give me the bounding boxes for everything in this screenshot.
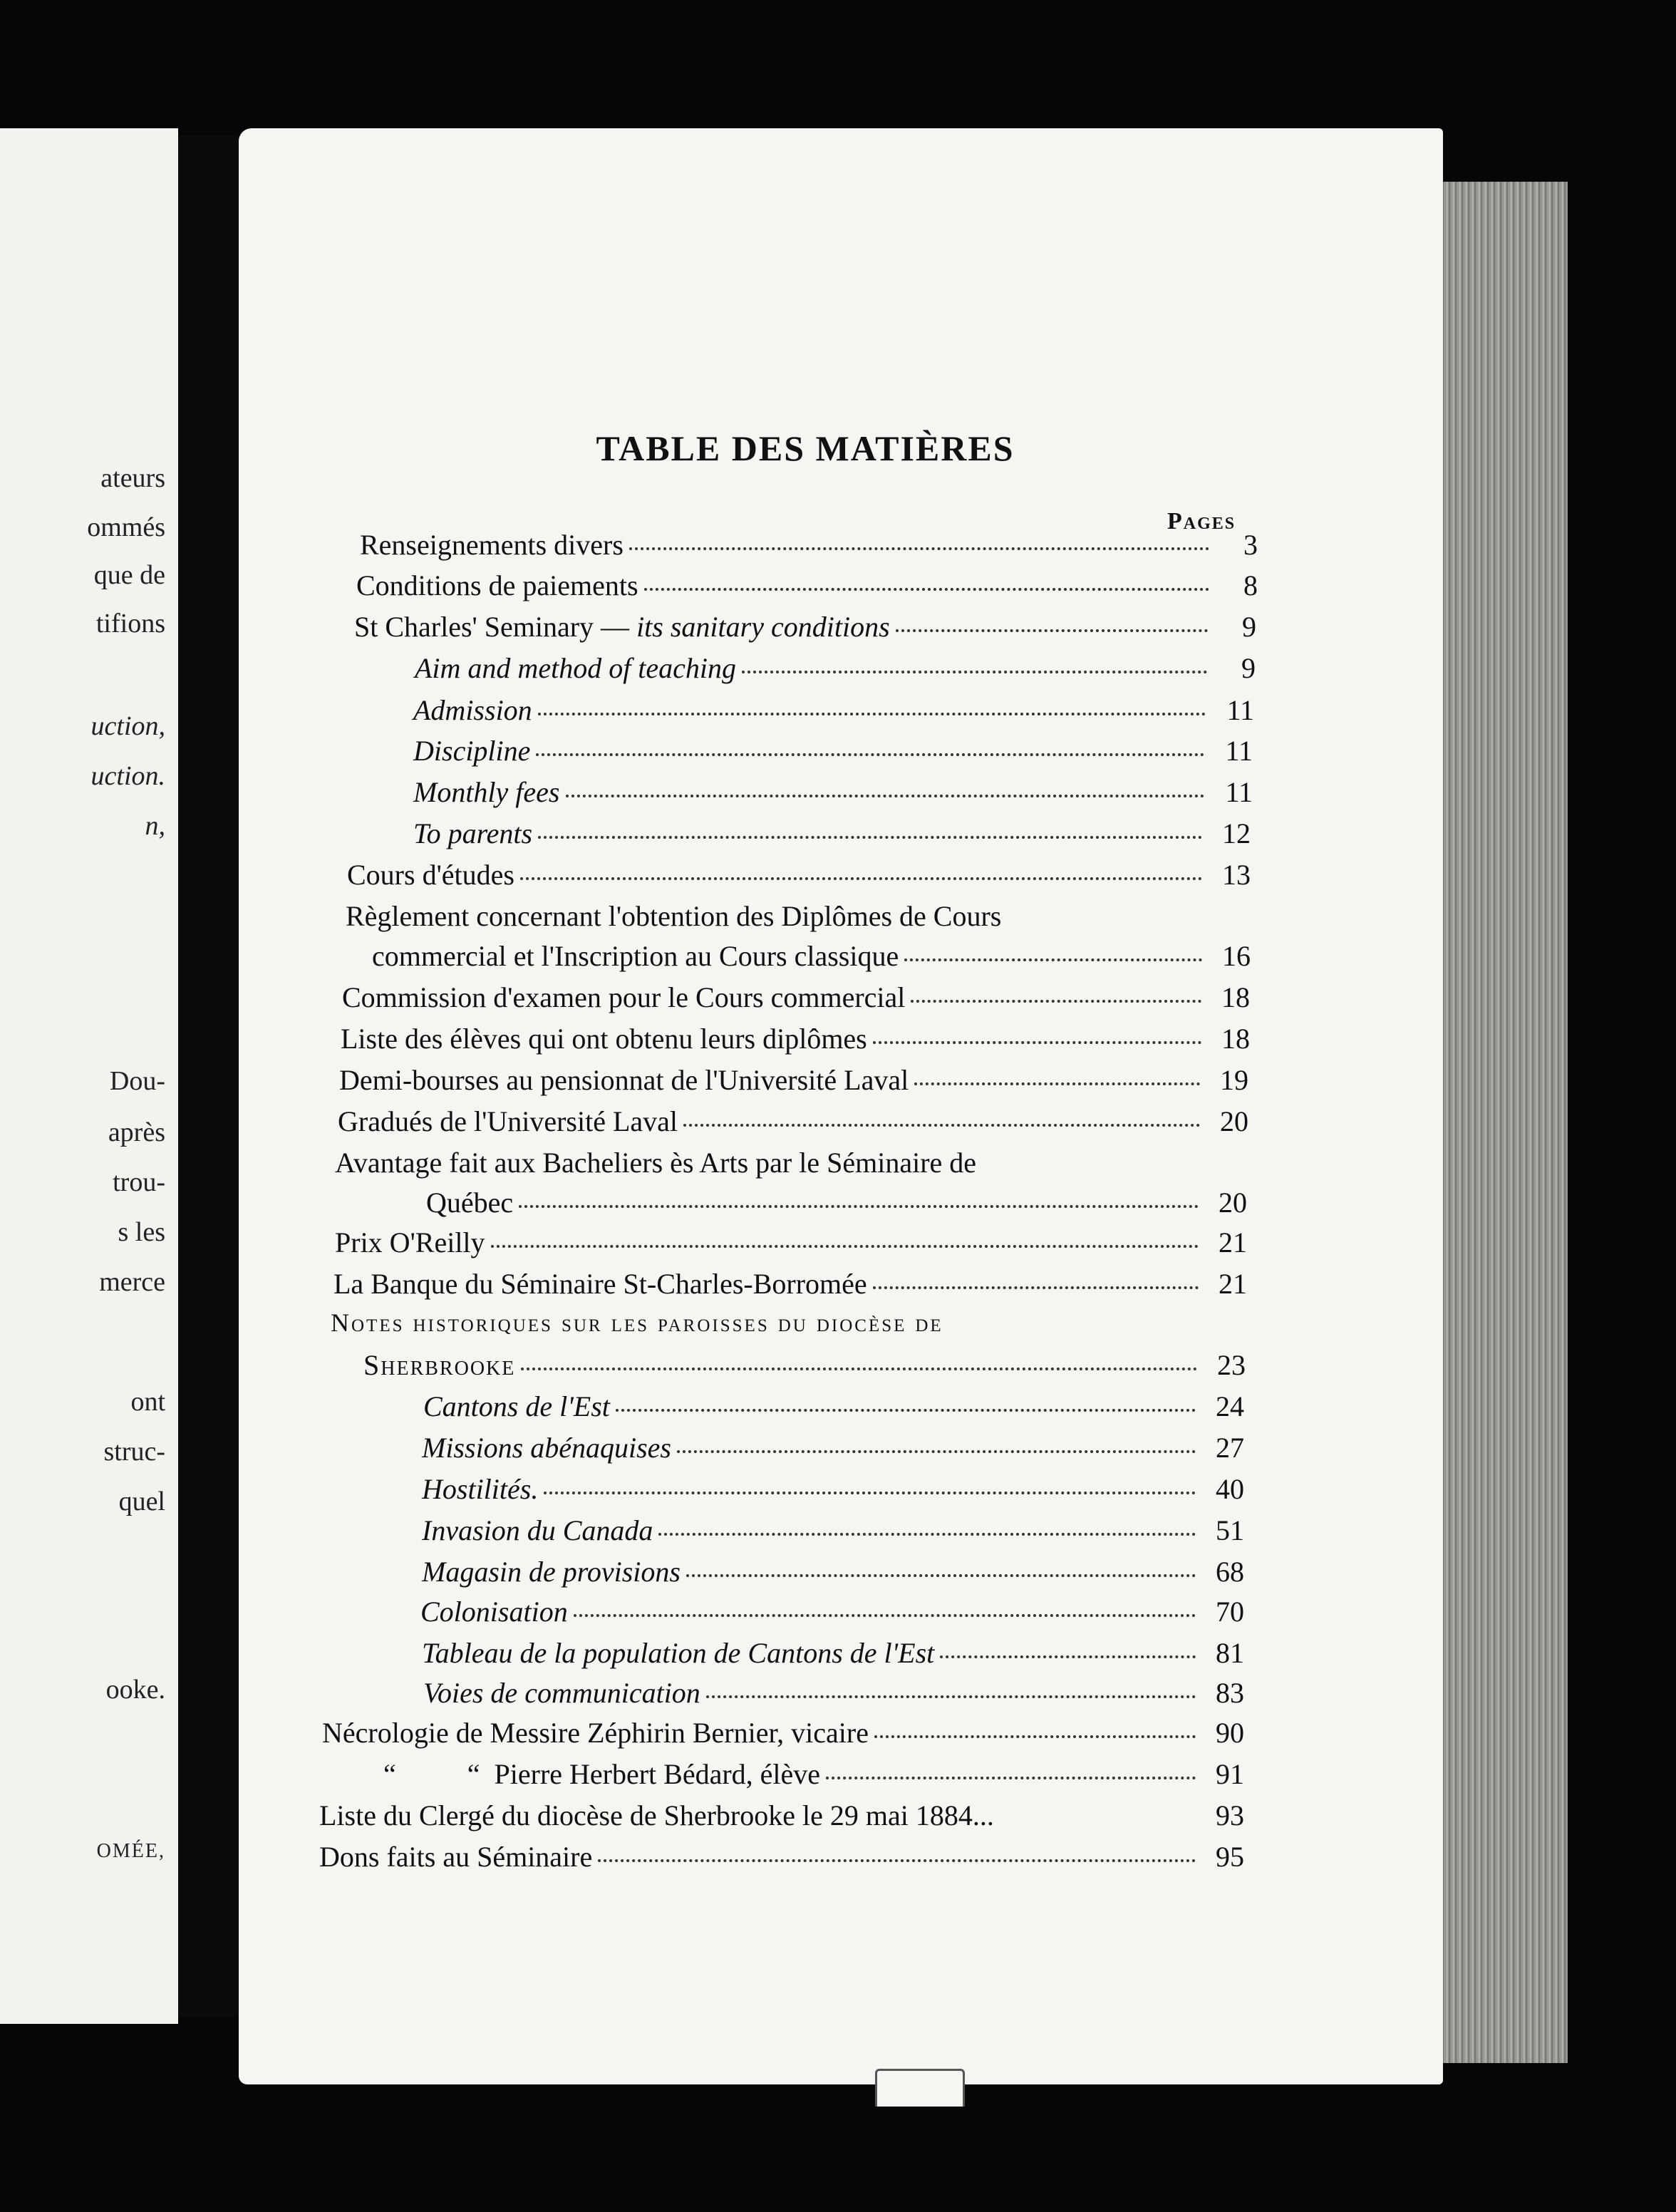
dot-leader xyxy=(574,1614,1196,1617)
dot-leader xyxy=(904,958,1202,961)
toc-entry-title: “ “ Pierre Herbert Bédard, élève xyxy=(383,1758,821,1790)
book-gutter xyxy=(178,135,239,2017)
page-title: TABLE DES MATIÈRES xyxy=(596,428,1015,468)
toc-entry-page: 20 xyxy=(1219,1187,1247,1219)
dot-leader xyxy=(683,1124,1200,1127)
dot-leader xyxy=(658,1533,1196,1536)
toc-entry xyxy=(354,613,1256,641)
left-page-line: uction, xyxy=(90,711,165,741)
toc-entry xyxy=(422,1434,1244,1462)
toc-entry-title: Hostilités. xyxy=(422,1473,539,1505)
dot-leader xyxy=(826,1777,1196,1779)
dot-leader xyxy=(566,795,1205,797)
dot-leader xyxy=(896,629,1208,632)
dot-leader xyxy=(874,1735,1196,1738)
toc-entry-title: commercial et l'Inscription au Cours classique xyxy=(372,940,899,972)
left-page-line: que de xyxy=(93,560,165,590)
toc-entry-page: 16 xyxy=(1222,940,1251,972)
toc-entry-title: Tableau de la population de Cantons de l'Est xyxy=(422,1637,935,1669)
toc-entry xyxy=(372,942,1251,971)
dot-leader xyxy=(538,836,1202,839)
toc-entry-first-line: Avantage fait aux Bacheliers ès Arts par le Séminaire de xyxy=(335,1147,977,1179)
toc-entry-title: Sherbrooke xyxy=(363,1349,516,1381)
toc-entry-page: 18 xyxy=(1221,1023,1250,1055)
toc-entry-page: 9 xyxy=(1242,611,1256,643)
pages-column-header: Pages xyxy=(1167,508,1236,534)
toc-entry-page: 91 xyxy=(1216,1758,1244,1790)
toc-entry-title: Invasion du Canada xyxy=(422,1514,653,1546)
dot-leader xyxy=(914,1082,1200,1085)
toc-entry-title: Discipline xyxy=(413,735,531,767)
toc-entry-title: Voies de communication xyxy=(423,1677,700,1709)
dot-leader xyxy=(677,1450,1196,1453)
toc-entry xyxy=(423,1679,1244,1707)
toc-entry-title: La Banque du Séminaire St-Charles-Borromée xyxy=(333,1268,867,1300)
dot-leader xyxy=(520,877,1202,880)
toc-entry xyxy=(363,1351,1246,1380)
toc-entry-title: Liste du Clergé du diocèse de Sherbrooke le 29 mai 1884... xyxy=(319,1799,994,1831)
left-page-line: ooke. xyxy=(105,1675,165,1705)
toc-entry-title xyxy=(354,613,890,641)
left-page-line: tifions xyxy=(95,609,165,639)
toc-entry-title: Liste des élèves qui ont obtenu leurs diplômes xyxy=(341,1023,867,1055)
dot-leader xyxy=(521,1368,1197,1370)
toc-entry-title: Conditions de paiements xyxy=(356,569,638,601)
page-tab xyxy=(875,2069,965,2107)
toc-entry xyxy=(347,861,1251,889)
dot-leader xyxy=(742,671,1207,673)
toc-entry-page: 11 xyxy=(1225,735,1253,767)
toc-entry-page: 12 xyxy=(1222,817,1251,849)
toc-entry-page: 19 xyxy=(1220,1064,1248,1096)
toc-entry-page: 20 xyxy=(1220,1105,1248,1137)
dot-leader xyxy=(873,1286,1199,1289)
toc-entry-first-line: Notes historiques sur les paroisses du diocèse de xyxy=(331,1308,943,1337)
toc-entry-page: 70 xyxy=(1216,1596,1244,1628)
toc-entry-page: 24 xyxy=(1216,1390,1244,1422)
toc-entry xyxy=(383,1760,1244,1789)
toc-entry-page: 11 xyxy=(1226,694,1254,726)
toc-entry-title: Magasin de provisions xyxy=(422,1556,681,1588)
toc-entry-page: 9 xyxy=(1241,652,1256,684)
toc-entry-first-line: Règlement concernant l'obtention des Diplômes de Cours xyxy=(346,900,1002,932)
toc-entry-page: 81 xyxy=(1216,1637,1244,1669)
toc-entry-page: 21 xyxy=(1219,1226,1247,1259)
left-page-line: uction. xyxy=(90,761,165,791)
toc-entry xyxy=(339,1066,1248,1095)
toc-entry-page: 27 xyxy=(1216,1432,1244,1464)
dot-leader xyxy=(644,588,1209,591)
toc-entry-page: 23 xyxy=(1217,1349,1246,1381)
toc-entry-page: 21 xyxy=(1219,1268,1247,1300)
dot-leader xyxy=(911,1000,1201,1003)
toc-entry-title: Admission xyxy=(413,694,532,726)
left-page-line: Dou- xyxy=(109,1066,165,1096)
dot-leader xyxy=(544,1492,1196,1494)
toc-entry-title: Cantons de l'Est xyxy=(423,1390,610,1422)
toc-entry xyxy=(413,696,1254,725)
toc-entry xyxy=(319,1799,1244,1831)
toc-entry-title: Colonisation xyxy=(420,1596,568,1628)
toc-entry-title-roman: St Charles' Seminary — xyxy=(354,611,630,643)
toc-entry-page: 83 xyxy=(1216,1677,1244,1709)
toc-entry-page: 93 xyxy=(1216,1799,1244,1831)
toc-entry xyxy=(333,1270,1247,1298)
left-page-fragment xyxy=(0,128,178,2024)
toc-entry xyxy=(338,1107,1248,1136)
dot-leader xyxy=(873,1041,1201,1044)
toc-entry-page: 18 xyxy=(1221,981,1250,1013)
toc-entry-title: To parents xyxy=(413,817,533,849)
toc-entry xyxy=(341,1025,1250,1053)
left-page-line: OMÉE, xyxy=(96,1840,165,1862)
toc-entry-title: Commission d'examen pour le Cours commercial xyxy=(342,981,906,1013)
toc-entry xyxy=(413,817,1251,849)
toc-entry xyxy=(422,1516,1244,1545)
toc-entry-page: 95 xyxy=(1216,1841,1244,1873)
toc-entry-page: 11 xyxy=(1225,776,1253,808)
toc-entry xyxy=(422,1475,1244,1504)
toc-entry-title: Missions abénaquises xyxy=(422,1432,671,1464)
dot-leader xyxy=(616,1409,1196,1412)
left-page-line: n, xyxy=(145,811,165,841)
toc-entry-title: Dons faits au Séminaire xyxy=(319,1841,593,1873)
toc-entry-title-italic: its sanitary conditions xyxy=(636,611,890,643)
left-page-line: après xyxy=(108,1117,165,1147)
toc-entry-page: 3 xyxy=(1243,529,1258,561)
left-page-line: ommés xyxy=(87,512,165,542)
toc-entry-title: Gradués de l'Université Laval xyxy=(338,1105,678,1137)
toc-entry xyxy=(422,1558,1244,1586)
left-page-line: ont xyxy=(130,1387,165,1417)
dot-leader xyxy=(706,1695,1196,1698)
toc-entry xyxy=(322,1719,1244,1747)
toc-entry-page: 40 xyxy=(1216,1473,1244,1505)
left-page-line: ateurs xyxy=(100,463,165,493)
dot-leader xyxy=(629,547,1209,550)
toc-entry-page: 51 xyxy=(1216,1514,1244,1546)
toc-entry-title: Cours d'études xyxy=(347,859,514,891)
toc-entry-title: Aim and method of teaching xyxy=(415,652,737,684)
toc-entry-title: Monthly fees xyxy=(413,776,560,808)
dot-leader xyxy=(598,1859,1196,1862)
dot-leader xyxy=(519,1205,1199,1208)
left-page-line: trou- xyxy=(113,1167,165,1197)
dot-leader xyxy=(536,753,1204,756)
toc-entry xyxy=(356,569,1258,601)
left-page-line: merce xyxy=(99,1267,165,1297)
left-page-line: quel xyxy=(118,1487,165,1516)
toc-entry-title: Renseignements divers xyxy=(360,529,624,561)
dot-leader xyxy=(686,1574,1196,1577)
toc-entry-page: 68 xyxy=(1216,1556,1244,1588)
left-page-line: struc- xyxy=(103,1437,165,1467)
toc-entry xyxy=(319,1843,1244,1871)
dot-leader xyxy=(491,1245,1199,1248)
dot-leader xyxy=(538,713,1206,715)
dot-leader xyxy=(940,1655,1196,1658)
toc-entry xyxy=(335,1226,1247,1259)
toc-entry-title: Nécrologie de Messire Zéphirin Bernier, vicaire xyxy=(322,1717,869,1749)
toc-entry-title: Prix O'Reilly xyxy=(335,1226,485,1259)
toc-entry xyxy=(342,983,1250,1012)
toc-entry-page: 90 xyxy=(1216,1717,1244,1749)
toc-entry xyxy=(422,1639,1244,1668)
toc-entry xyxy=(423,1392,1244,1421)
toc-entry xyxy=(413,737,1253,765)
toc-entry xyxy=(426,1189,1247,1217)
toc-entry-title: Demi-bourses au pensionnat de l'Université Laval xyxy=(339,1064,909,1096)
toc-entry xyxy=(413,778,1253,807)
toc-entry-page: 13 xyxy=(1222,859,1251,891)
left-page-line: s les xyxy=(118,1217,165,1247)
toc-entry-page: 8 xyxy=(1243,569,1258,601)
toc-entry-title: Québec xyxy=(426,1187,514,1219)
toc-entry xyxy=(360,531,1258,559)
toc-entry xyxy=(415,654,1256,683)
toc-entry xyxy=(420,1598,1244,1626)
